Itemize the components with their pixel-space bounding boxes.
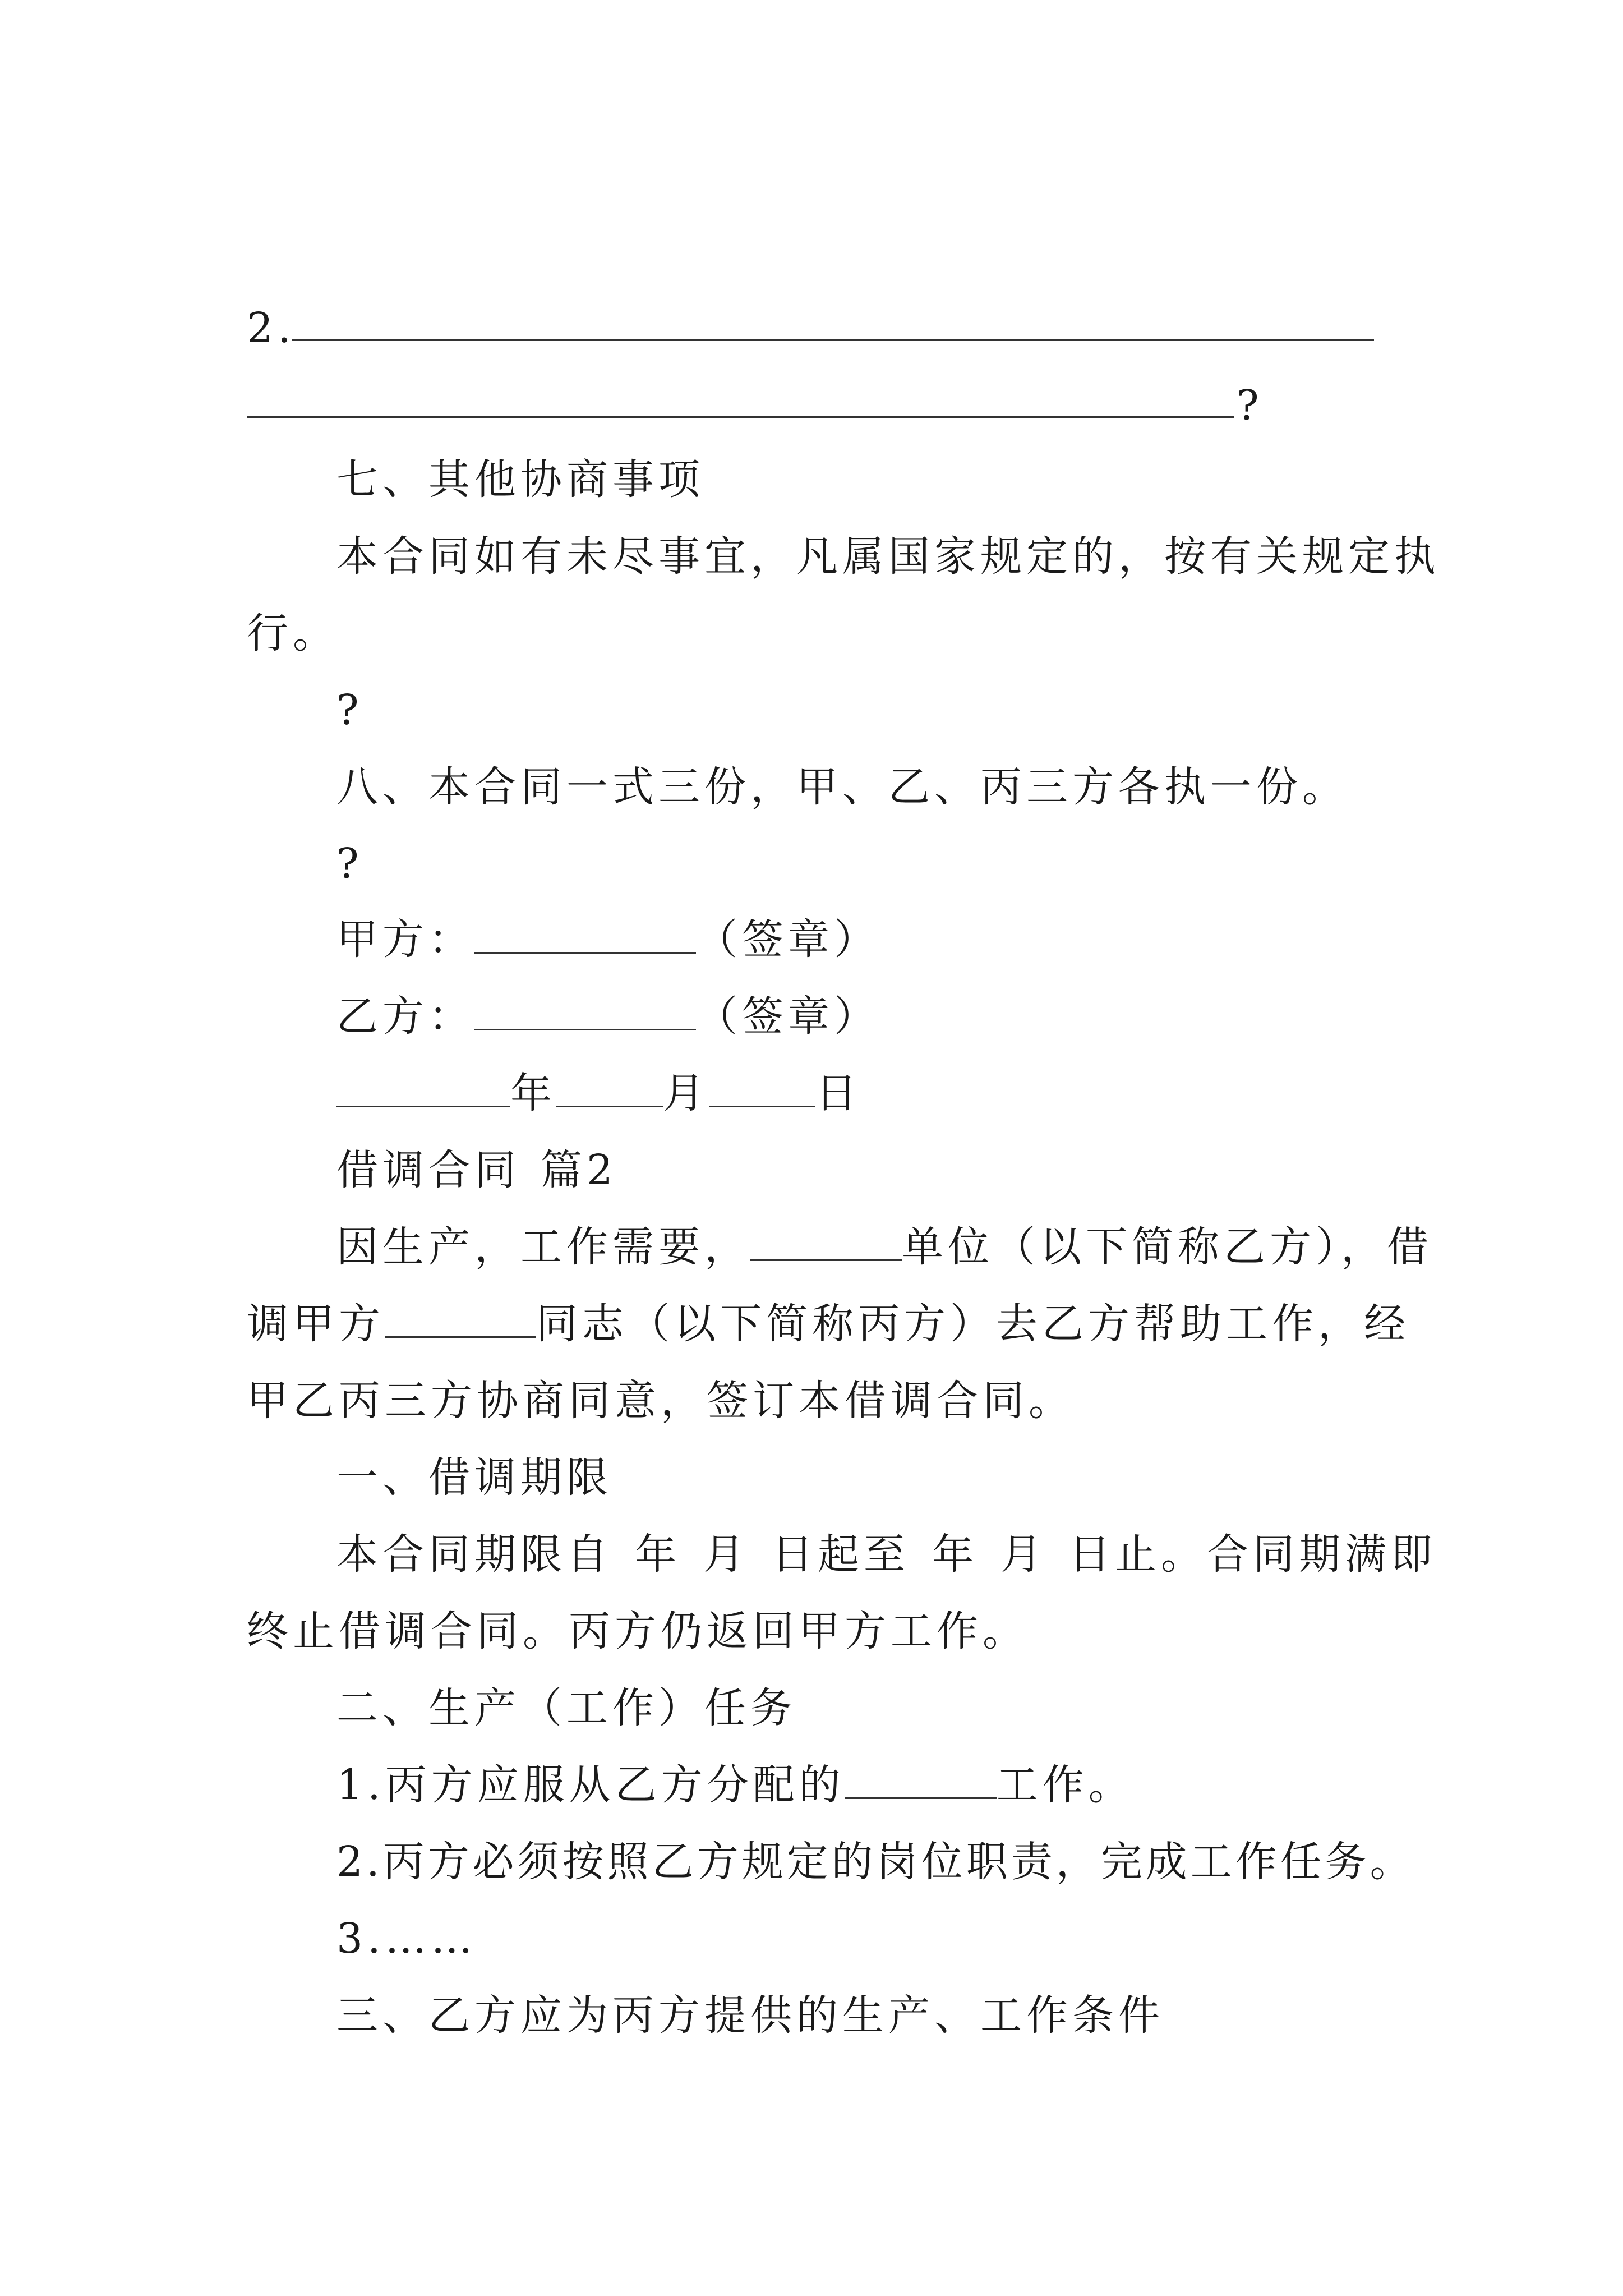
item-2-prefix: 2. [247, 304, 296, 352]
party-b-blank [474, 995, 696, 1030]
section-2-title: 二、生产（工作）任务 [336, 1684, 796, 1732]
party-a-line [336, 909, 1413, 970]
question-mark-2: ? [336, 840, 363, 888]
contract-2-title: 借调合同 篇2 [336, 1146, 618, 1194]
party-b-line [336, 986, 1413, 1047]
section-7-paragraph-line2: 行。 [247, 609, 339, 657]
section-1-paragraph-line2: 终止借调合同。丙方仍返回甲方工作。 [247, 1607, 1029, 1655]
item-2-blank [292, 339, 1374, 341]
date-month-blank [556, 1072, 663, 1107]
intro-line2: 调甲方 同志（以下简称丙方）去乙方帮助工作，经 [247, 1300, 1410, 1348]
item-2-line [247, 297, 1413, 359]
party-a-label: 甲方： [336, 915, 474, 964]
assigned-work-blank [845, 1764, 997, 1799]
section-8: 八、本合同一式三份，甲、乙、丙三方各执一份。 [336, 763, 1348, 811]
section-7-paragraph-line1: 本合同如有未尽事宜，凡属国家规定的，按有关规定执 [336, 532, 1440, 581]
section-2-item-2: 2.丙方必须按照乙方规定的岗位职责，完成工作任务。 [336, 1838, 1415, 1886]
party-b-label: 乙方： [336, 992, 474, 1041]
party-a-seal: （签章） [696, 915, 880, 964]
section-7-title: 七、其他协商事项 [336, 455, 704, 504]
section-2-item-3: 3.…… [336, 1915, 477, 1963]
item-2-blank-cont [247, 416, 1234, 418]
section-1-paragraph-line1: 本合同期限自 年 月 日起至 年 月 日止。合同期满即 [336, 1530, 1437, 1579]
party-a-blank [474, 918, 696, 954]
party-b-seal: （签章） [696, 992, 880, 1041]
comrade-name-blank [385, 1303, 536, 1338]
section-3-title: 三、乙方应为丙方提供的生产、工作条件 [336, 1991, 1164, 2040]
date-year-blank [336, 1072, 510, 1107]
borrowing-unit-blank [750, 1226, 902, 1261]
intro-line3: 甲乙丙三方协商同意，签订本借调合同。 [247, 1377, 1075, 1425]
item-2-end: ? [1237, 381, 1264, 430]
intro-line1: 因生产，工作需要， 单位（以下简称乙方），借 [336, 1223, 1433, 1271]
date-day-blank [709, 1072, 815, 1107]
question-mark-1: ? [336, 686, 363, 734]
section-1-title: 一、借调期限 [336, 1453, 612, 1502]
date-line: 年 月 日 [336, 1062, 1413, 1124]
section-2-item-1: 1.丙方应服从乙方分配的 工作。 [336, 1761, 1135, 1809]
